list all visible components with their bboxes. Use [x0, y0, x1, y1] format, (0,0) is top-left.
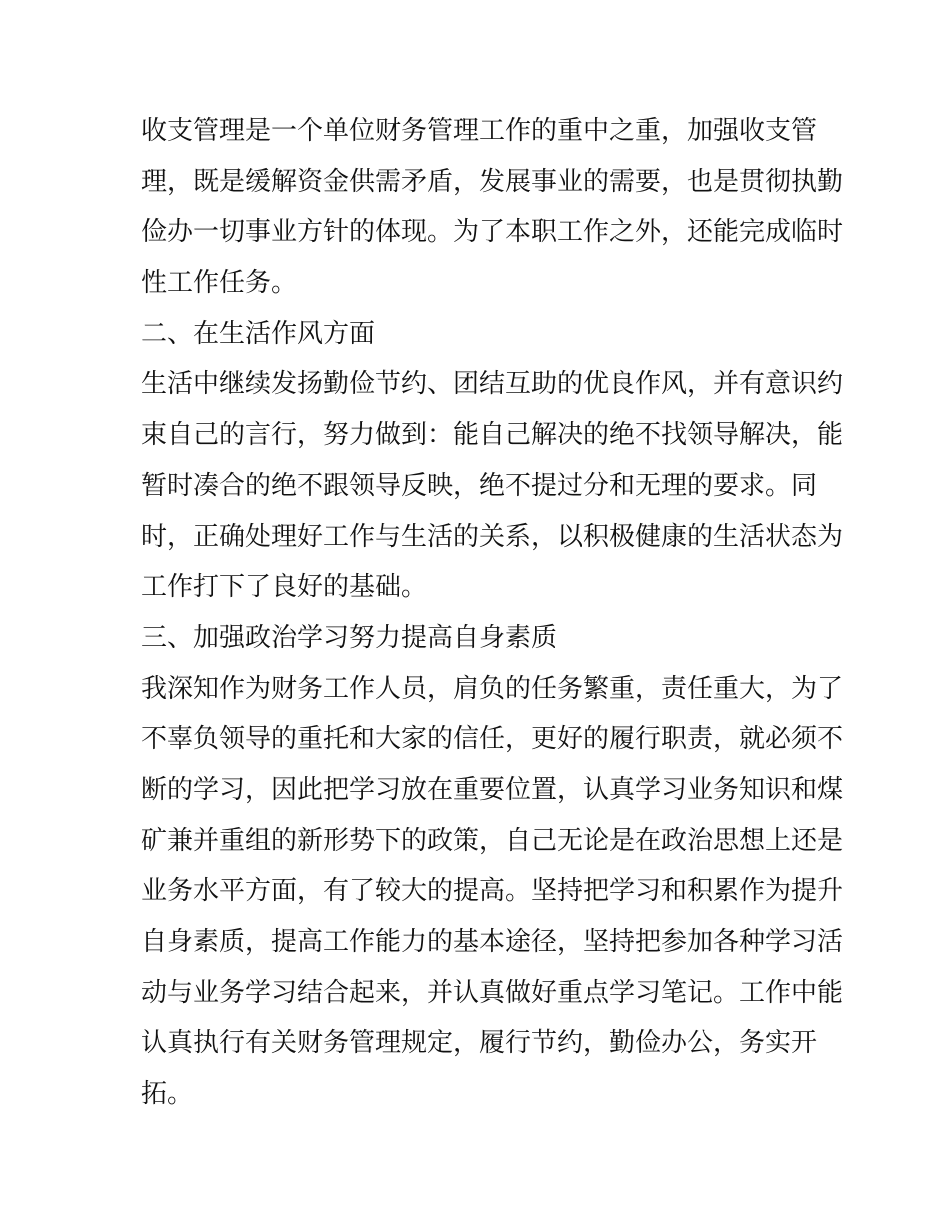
text-line-20: 拓。	[141, 1079, 194, 1110]
text-line-3: 俭办一切事业方针的体现。为了本职工作之外，还能完成临时	[141, 217, 844, 248]
text-line-9: 时，正确处理好工作与生活的关系，以积极健康的生活状态为	[141, 521, 844, 552]
text-line-8: 暂时凑合的绝不跟领导反映，绝不提过分和无理的要求。同	[141, 470, 818, 501]
text-line-2: 理，既是缓解资金供需矛盾，发展事业的需要，也是贯彻执勤	[141, 166, 844, 197]
text-line-17: 自身素质，提高工作能力的基本途径，坚持把参加各种学习活	[141, 927, 844, 957]
text-line-7: 束自己的言行，努力做到：能自己解决的绝不找领导解决，能	[141, 420, 844, 451]
text-line-6: 生活中继续发扬勤俭节约、团结互助的优良作风，并有意识约	[141, 369, 844, 400]
text-line-18: 动与业务学习结合起来，并认真做好重点学习笔记。工作中能	[141, 977, 844, 1008]
text-line-16: 业务水平方面，有了较大的提高。坚持把学习和积累作为提升	[141, 876, 844, 907]
text-line-12: 我深知作为财务工作人员，肩负的任务繁重，责任重大，为了	[141, 673, 844, 704]
text-line-13: 不辜负领导的重托和大家的信任，更好的履行职责，就必须不	[141, 724, 844, 755]
text-line-1: 收支管理是一个单位财务管理工作的重中之重，加强收支管	[141, 116, 818, 146]
text-line-4: 性工作任务。	[141, 268, 298, 299]
section-heading-3: 三、加强政治学习努力提高自身素质	[141, 622, 558, 653]
text-line-15: 矿兼并重组的新形势下的政策，自己无论是在政治思想上还是	[141, 825, 844, 856]
text-line-10: 工作打下了良好的基础。	[141, 572, 428, 603]
document-body	[141, 106, 844, 1120]
text-line-19: 认真执行有关财务管理规定，履行节约，勤俭办公，务实开	[141, 1028, 818, 1059]
section-heading-2: 二、在生活作风方面	[141, 318, 376, 349]
text-line-14: 断的学习，因此把学习放在重要位置，认真学习业务知识和煤	[141, 774, 844, 805]
